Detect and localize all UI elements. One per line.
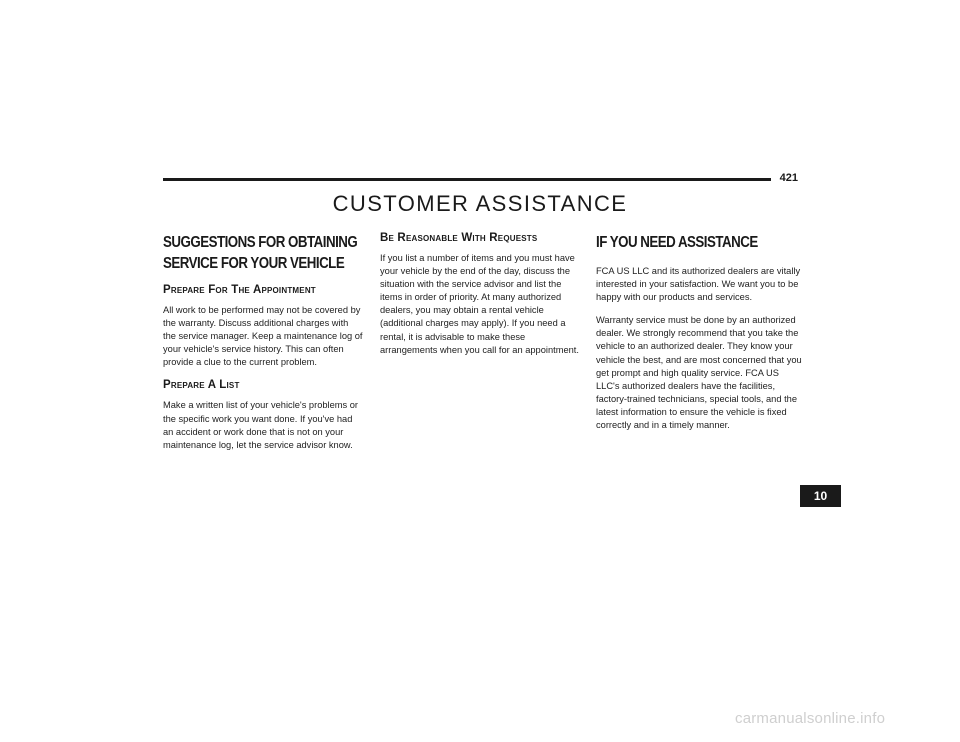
- column-2: [380, 232, 580, 367]
- subheading-appointment: Prepare For The Appointment: [163, 284, 316, 296]
- column-1: [163, 232, 363, 462]
- subheading-list: Prepare A List: [163, 379, 240, 392]
- paragraph-satisfaction: FCA US LLC and its authorized dealers are vitally interested in your satisfaction. We want you to be happy with our products and services.: [596, 266, 801, 303]
- section-heading-service: SUGGESTIONS FOR OBTAINING SERVICE FOR YOUR VEHICLE: [163, 234, 358, 272]
- paragraph-appointment: All work to be performed may not be covered by the warranty. Discuss additional charges with the service manager. Keep a maintenance log of your vehicle's service history. This can often provide a clue to the current problem.: [163, 305, 363, 368]
- paragraph-list: Make a written list of your vehicle's problems or the specific work you want done. If you've had an accident or work done that is not on your maintenance log, let the service advisor know.: [163, 400, 359, 450]
- subheading-requests: Be Reasonable With Requests: [380, 232, 538, 244]
- section-heading-assistance: IF YOU NEED ASSISTANCE: [596, 234, 758, 251]
- column-3: [596, 232, 802, 442]
- chapter-title: CUSTOMER ASSISTANCE: [332, 191, 628, 216]
- chapter-tab: 10: [800, 485, 841, 507]
- header-rule: [163, 178, 771, 181]
- watermark: carmanualsonline.info: [735, 710, 886, 727]
- paragraph-warranty: Warranty service must be done by an authorized dealer. We strongly recommend that you take the vehicle to an authorized dealer. They know your vehicle the best, and are most concerned that you get prompt and high quality service. FCA US LLC's authorized dealers have the facilities, factory-trained technicians, special tools, and the latest information to ensure the vehicle is fixed correctly and in a timely manner.: [596, 315, 802, 431]
- paragraph-requests: If you list a number of items and you must have your vehicle by the end of the day, discuss the situation with the service advisor and list the items in order of priority. At many authorized dealers, you may obtain a rental vehicle (additional charges may apply). If you need a rental, it is advisable to make these arrangements when you call for an appointment.: [380, 253, 579, 355]
- page-number: 421: [779, 172, 798, 184]
